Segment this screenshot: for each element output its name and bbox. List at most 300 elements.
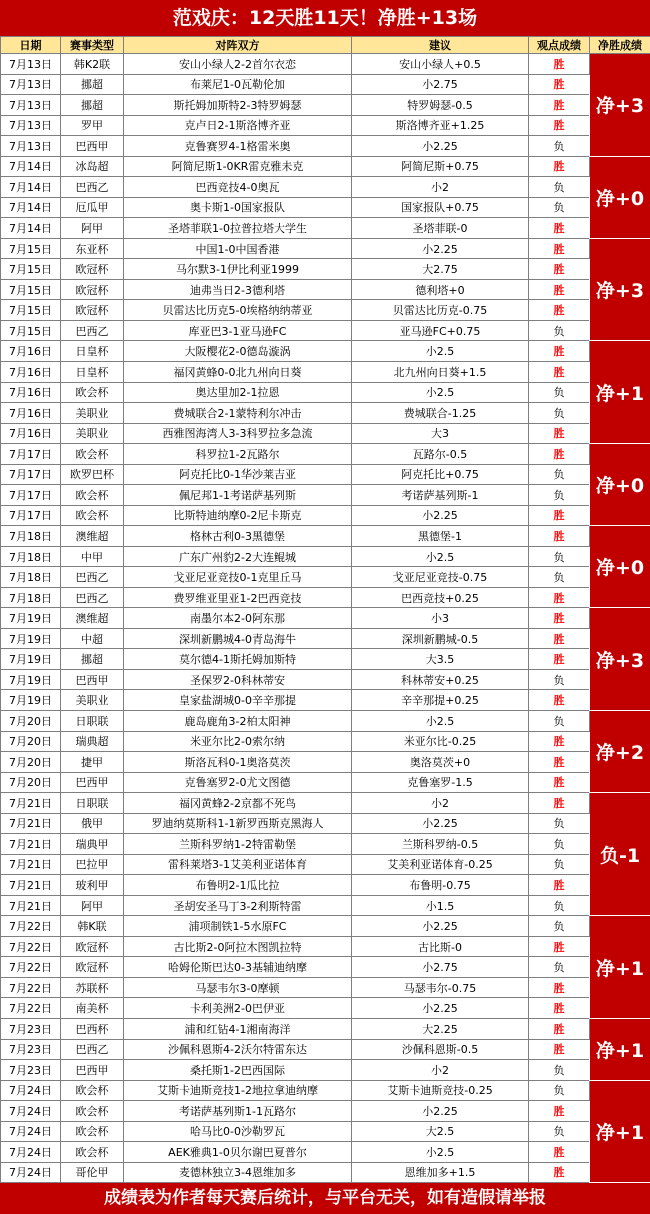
date-cell: 7月22日 — [1, 977, 61, 998]
league-cell: 玻利甲 — [61, 875, 124, 896]
result-cell: 胜 — [529, 361, 590, 382]
tip-cell: 小2.5 — [352, 341, 529, 362]
match-cell: 奥卡斯1-0国家报队 — [124, 197, 352, 218]
match-cell: 兰斯科罗纳1-2特雷勒堡 — [124, 834, 352, 855]
table-row — [1, 1039, 650, 1060]
date-cell: 7月21日 — [1, 875, 61, 896]
result-cell: 负 — [529, 813, 590, 834]
tip-cell: 圣塔菲联-0 — [352, 218, 529, 239]
date-cell: 7月17日 — [1, 485, 61, 506]
tip-cell: 瓦路尔-0.5 — [352, 444, 529, 465]
league-cell: 巴西甲 — [61, 136, 124, 157]
table-row — [1, 238, 650, 259]
match-cell: 迪弗当日2-3德利塔 — [124, 279, 352, 300]
date-cell: 7月19日 — [1, 669, 61, 690]
table-row — [1, 546, 650, 567]
table-row — [1, 526, 650, 547]
match-cell: 费罗维亚里亚1-2巴西竞技 — [124, 587, 352, 608]
date-cell: 7月22日 — [1, 916, 61, 937]
league-cell: 澳维超 — [61, 526, 124, 547]
result-cell: 胜 — [529, 977, 590, 998]
tip-cell: 德利塔+0 — [352, 279, 529, 300]
match-cell: 马尔默3-1伊比利亚1999 — [124, 259, 352, 280]
table-row — [1, 54, 650, 75]
table-row — [1, 875, 650, 896]
league-cell: 欧会杯 — [61, 444, 124, 465]
date-cell: 7月17日 — [1, 464, 61, 485]
league-cell: 美职业 — [61, 423, 124, 444]
match-cell: 桑托斯1-2巴西国际 — [124, 1060, 352, 1081]
league-cell: 巴西乙 — [61, 567, 124, 588]
table-row — [1, 177, 650, 198]
table-row — [1, 1121, 650, 1142]
date-cell: 7月24日 — [1, 1101, 61, 1122]
result-cell: 胜 — [529, 587, 590, 608]
league-cell: 韩K2联 — [61, 54, 124, 75]
column-header-match: 对阵双方 — [124, 37, 352, 54]
match-cell: 巴西竞技4-0奥瓦 — [124, 177, 352, 198]
column-header-result: 观点成绩 — [529, 37, 590, 54]
match-cell: 哈姆伦斯巴达0-3基辅迪纳摩 — [124, 957, 352, 978]
match-cell: 福冈黄蜂2-2京都不死鸟 — [124, 793, 352, 814]
table-row — [1, 279, 650, 300]
result-cell: 胜 — [529, 875, 590, 896]
date-cell: 7月17日 — [1, 505, 61, 526]
league-cell: 巴拉甲 — [61, 854, 124, 875]
match-cell: 古比斯2-0阿拉木图凯拉特 — [124, 936, 352, 957]
date-cell: 7月13日 — [1, 115, 61, 136]
tip-cell: 小2.25 — [352, 238, 529, 259]
result-cell: 胜 — [529, 1101, 590, 1122]
league-cell: 日职联 — [61, 793, 124, 814]
match-cell: 阿克托比0-1华沙莱吉亚 — [124, 464, 352, 485]
date-cell: 7月18日 — [1, 546, 61, 567]
league-cell: 巴西杯 — [61, 1018, 124, 1039]
result-cell: 胜 — [529, 690, 590, 711]
date-cell: 7月23日 — [1, 1018, 61, 1039]
tip-cell: 小2.5 — [352, 1142, 529, 1163]
net-result-cell: 净+1 — [590, 341, 650, 444]
tip-cell: 小2.5 — [352, 546, 529, 567]
table-row — [1, 669, 650, 690]
table-row — [1, 505, 650, 526]
league-cell: 瑞典超 — [61, 731, 124, 752]
tip-cell: 大2.75 — [352, 259, 529, 280]
table-row — [1, 793, 650, 814]
result-cell: 胜 — [529, 156, 590, 177]
result-cell: 胜 — [529, 74, 590, 95]
tip-cell: 考诺萨基列斯-1 — [352, 485, 529, 506]
league-cell: 欧会杯 — [61, 1080, 124, 1101]
tip-cell: 小2 — [352, 177, 529, 198]
match-cell: 布莱尼1-0瓦勒伦加 — [124, 74, 352, 95]
result-cell: 胜 — [529, 279, 590, 300]
tip-cell: 小2.25 — [352, 136, 529, 157]
tip-cell: 小2.25 — [352, 998, 529, 1019]
date-cell: 7月19日 — [1, 608, 61, 629]
date-cell: 7月18日 — [1, 567, 61, 588]
league-cell: 阿甲 — [61, 895, 124, 916]
table-row — [1, 895, 650, 916]
tip-cell: 国家报队+0.75 — [352, 197, 529, 218]
table-row — [1, 1060, 650, 1081]
tip-cell: 小2.75 — [352, 957, 529, 978]
match-cell: 斯洛瓦科0-1奥洛莫茨 — [124, 752, 352, 773]
table-row — [1, 485, 650, 506]
league-cell: 厄瓜甲 — [61, 197, 124, 218]
league-cell: 欧冠杯 — [61, 259, 124, 280]
tip-cell: 安山小绿人+0.5 — [352, 54, 529, 75]
result-cell: 胜 — [529, 1018, 590, 1039]
result-cell: 胜 — [529, 998, 590, 1019]
table-row — [1, 936, 650, 957]
date-cell: 7月21日 — [1, 813, 61, 834]
column-header-date: 日期 — [1, 37, 61, 54]
date-cell: 7月15日 — [1, 259, 61, 280]
match-cell: 深圳新鹏城4-0青岛海牛 — [124, 628, 352, 649]
match-cell: 哈马比0-0沙勒罗瓦 — [124, 1121, 352, 1142]
tip-cell: 小2.25 — [352, 916, 529, 937]
match-cell: 卡利美洲2-0巴伊亚 — [124, 998, 352, 1019]
table-row — [1, 300, 650, 321]
date-cell: 7月22日 — [1, 936, 61, 957]
tip-cell: 深圳新鹏城-0.5 — [352, 628, 529, 649]
result-cell: 负 — [529, 1080, 590, 1101]
table-row — [1, 361, 650, 382]
tip-cell: 奥洛莫茨+0 — [352, 752, 529, 773]
date-cell: 7月19日 — [1, 690, 61, 711]
result-cell: 负 — [529, 916, 590, 937]
table-row — [1, 115, 650, 136]
league-cell: 欧会杯 — [61, 1142, 124, 1163]
match-cell: 考诺萨基列斯1-1瓦路尔 — [124, 1101, 352, 1122]
match-cell: 沙佩科恩斯4-2沃尔特雷东达 — [124, 1039, 352, 1060]
table-row — [1, 403, 650, 424]
match-cell: AEK雅典1-0贝尔谢巴夏普尔 — [124, 1142, 352, 1163]
league-cell: 欧冠杯 — [61, 300, 124, 321]
result-cell: 胜 — [529, 772, 590, 793]
net-result-cell: 净+3 — [590, 238, 650, 341]
date-cell: 7月17日 — [1, 444, 61, 465]
table-row — [1, 1162, 650, 1183]
league-cell: 挪超 — [61, 74, 124, 95]
tip-cell: 小2.75 — [352, 74, 529, 95]
table-row — [1, 690, 650, 711]
date-cell: 7月19日 — [1, 628, 61, 649]
match-cell: 大阪樱花2-0德岛漩涡 — [124, 341, 352, 362]
table-row — [1, 772, 650, 793]
table-row — [1, 1142, 650, 1163]
league-cell: 美职业 — [61, 403, 124, 424]
tip-cell: 亚马逊FC+0.75 — [352, 320, 529, 341]
result-cell: 负 — [529, 957, 590, 978]
result-cell: 胜 — [529, 608, 590, 629]
tip-cell: 小3 — [352, 608, 529, 629]
league-cell: 瑞典甲 — [61, 834, 124, 855]
match-cell: 皇家盐湖城0-0辛辛那提 — [124, 690, 352, 711]
result-cell: 胜 — [529, 505, 590, 526]
league-cell: 欧冠杯 — [61, 957, 124, 978]
tip-cell: 巴西竞技+0.25 — [352, 587, 529, 608]
date-cell: 7月14日 — [1, 156, 61, 177]
match-cell: 佩尼邦1-1考诺萨基列斯 — [124, 485, 352, 506]
net-result-cell: 净+1 — [590, 1080, 650, 1183]
date-cell: 7月16日 — [1, 403, 61, 424]
net-result-cell: 净+0 — [590, 156, 650, 238]
net-result-cell: 净+0 — [590, 526, 650, 608]
date-cell: 7月15日 — [1, 238, 61, 259]
date-cell: 7月24日 — [1, 1162, 61, 1183]
league-cell: 美职业 — [61, 690, 124, 711]
table-row — [1, 444, 650, 465]
date-cell: 7月19日 — [1, 649, 61, 670]
league-cell: 欧冠杯 — [61, 279, 124, 300]
tip-cell: 大3.5 — [352, 649, 529, 670]
table-row — [1, 259, 650, 280]
date-cell: 7月24日 — [1, 1121, 61, 1142]
table-row — [1, 711, 650, 732]
match-cell: 圣保罗2-0科林蒂安 — [124, 669, 352, 690]
match-cell: 马瑟韦尔3-0摩顿 — [124, 977, 352, 998]
match-cell: 克鲁塞罗2-0尤文图德 — [124, 772, 352, 793]
net-result-cell: 净+3 — [590, 54, 650, 157]
league-cell: 欧会杯 — [61, 485, 124, 506]
table-row — [1, 813, 650, 834]
result-cell: 胜 — [529, 238, 590, 259]
tip-cell: 小2.25 — [352, 1101, 529, 1122]
table-row — [1, 957, 650, 978]
tip-cell: 小2.5 — [352, 382, 529, 403]
table-row — [1, 1080, 650, 1101]
tip-cell: 阿简尼斯+0.75 — [352, 156, 529, 177]
tip-cell: 贝雷达比历克-0.75 — [352, 300, 529, 321]
table-row — [1, 382, 650, 403]
date-cell: 7月15日 — [1, 279, 61, 300]
table-row — [1, 567, 650, 588]
league-cell: 巴西乙 — [61, 1039, 124, 1060]
table-row — [1, 916, 650, 937]
tip-cell: 费城联合-1.25 — [352, 403, 529, 424]
match-cell: 圣塔菲联1-0拉普拉塔大学生 — [124, 218, 352, 239]
result-cell: 胜 — [529, 526, 590, 547]
result-cell: 负 — [529, 382, 590, 403]
table-body — [1, 54, 650, 1183]
tip-cell: 布鲁明-0.75 — [352, 875, 529, 896]
result-cell: 胜 — [529, 444, 590, 465]
date-cell: 7月13日 — [1, 74, 61, 95]
match-cell: 克卢日2-1斯洛博齐亚 — [124, 115, 352, 136]
match-cell: 鹿岛鹿角3-2柏太阳神 — [124, 711, 352, 732]
tip-cell: 小1.5 — [352, 895, 529, 916]
table-row — [1, 464, 650, 485]
league-cell: 巴西乙 — [61, 587, 124, 608]
tip-cell: 米亚尔比-0.25 — [352, 731, 529, 752]
tip-cell: 小2 — [352, 1060, 529, 1081]
table-row — [1, 341, 650, 362]
result-cell: 负 — [529, 403, 590, 424]
result-cell: 胜 — [529, 752, 590, 773]
date-cell: 7月24日 — [1, 1080, 61, 1101]
league-cell: 韩K联 — [61, 916, 124, 937]
date-cell: 7月18日 — [1, 526, 61, 547]
result-cell: 胜 — [529, 1162, 590, 1183]
table-row — [1, 320, 650, 341]
league-cell: 东亚杯 — [61, 238, 124, 259]
match-cell: 费城联合2-1蒙特利尔冲击 — [124, 403, 352, 424]
tip-cell: 小2.25 — [352, 813, 529, 834]
league-cell: 罗甲 — [61, 115, 124, 136]
match-cell: 阿简尼斯1-0KR雷克雅未克 — [124, 156, 352, 177]
match-cell: 艾斯卡迪斯竞技1-2地拉拿迪纳摩 — [124, 1080, 352, 1101]
match-cell: 浦和红钻4-1湘南海洋 — [124, 1018, 352, 1039]
tip-cell: 大3 — [352, 423, 529, 444]
match-cell: 南墨尔本2-0阿东那 — [124, 608, 352, 629]
table-row — [1, 608, 650, 629]
date-cell: 7月15日 — [1, 300, 61, 321]
date-cell: 7月16日 — [1, 341, 61, 362]
league-cell: 冰岛超 — [61, 156, 124, 177]
net-result-cell: 净+3 — [590, 608, 650, 711]
tip-cell: 黑德堡-1 — [352, 526, 529, 547]
date-cell: 7月18日 — [1, 587, 61, 608]
tip-cell: 戈亚尼亚竞技-0.75 — [352, 567, 529, 588]
net-result-cell: 净+1 — [590, 1018, 650, 1080]
result-cell: 负 — [529, 834, 590, 855]
tip-cell: 小2 — [352, 793, 529, 814]
table-row — [1, 752, 650, 773]
tip-cell: 小2.25 — [352, 505, 529, 526]
table-row — [1, 197, 650, 218]
result-cell: 负 — [529, 197, 590, 218]
tip-cell: 沙佩科恩斯-0.5 — [352, 1039, 529, 1060]
date-cell: 7月15日 — [1, 320, 61, 341]
tip-cell: 小2.5 — [352, 711, 529, 732]
league-cell: 南美杯 — [61, 998, 124, 1019]
table-row — [1, 977, 650, 998]
date-cell: 7月21日 — [1, 793, 61, 814]
result-cell: 负 — [529, 546, 590, 567]
date-cell: 7月21日 — [1, 834, 61, 855]
date-cell: 7月13日 — [1, 54, 61, 75]
result-cell: 胜 — [529, 218, 590, 239]
league-cell: 巴西甲 — [61, 1060, 124, 1081]
league-cell: 中超 — [61, 628, 124, 649]
tip-cell: 马瑟韦尔-0.75 — [352, 977, 529, 998]
net-result-cell: 净+1 — [590, 916, 650, 1019]
result-cell: 胜 — [529, 300, 590, 321]
tip-cell: 北九州向日葵+1.5 — [352, 361, 529, 382]
league-cell: 澳维超 — [61, 608, 124, 629]
match-cell: 比斯特迪纳摩0-2尼卡斯克 — [124, 505, 352, 526]
date-cell: 7月16日 — [1, 423, 61, 444]
result-cell: 胜 — [529, 54, 590, 75]
league-cell: 巴西乙 — [61, 320, 124, 341]
tip-cell: 古比斯-0 — [352, 936, 529, 957]
match-cell: 莫尔德4-1斯托姆加斯特 — [124, 649, 352, 670]
tip-cell: 克鲁塞罗-1.5 — [352, 772, 529, 793]
tip-cell: 艾美利亚诺体育-0.25 — [352, 854, 529, 875]
match-cell: 奥达里加2-1拉恩 — [124, 382, 352, 403]
result-cell: 负 — [529, 464, 590, 485]
result-cell: 胜 — [529, 95, 590, 116]
league-cell: 欧冠杯 — [61, 936, 124, 957]
results-table — [0, 36, 650, 1183]
table-row — [1, 1018, 650, 1039]
date-cell: 7月13日 — [1, 136, 61, 157]
result-cell: 负 — [529, 567, 590, 588]
date-cell: 7月21日 — [1, 895, 61, 916]
match-cell: 库亚巴3-1亚马逊FC — [124, 320, 352, 341]
table-row — [1, 423, 650, 444]
league-cell: 欧会杯 — [61, 1101, 124, 1122]
result-cell: 负 — [529, 485, 590, 506]
table-row — [1, 156, 650, 177]
date-cell: 7月13日 — [1, 95, 61, 116]
match-cell: 麦德林独立3-4恩维加多 — [124, 1162, 352, 1183]
result-cell: 负 — [529, 669, 590, 690]
league-cell: 挪超 — [61, 649, 124, 670]
table-row — [1, 74, 650, 95]
match-cell: 广东广州豹2-2大连鲲城 — [124, 546, 352, 567]
match-cell: 圣胡安圣马丁3-2利斯特雷 — [124, 895, 352, 916]
table-row — [1, 218, 650, 239]
page-title: 范戏庆：12天胜11天！净胜+13场 — [0, 0, 650, 36]
result-cell: 胜 — [529, 259, 590, 280]
date-cell: 7月24日 — [1, 1142, 61, 1163]
league-cell: 日皇杯 — [61, 341, 124, 362]
tip-cell: 科林蒂安+0.25 — [352, 669, 529, 690]
table-row — [1, 731, 650, 752]
column-header-net: 净胜成绩 — [590, 37, 650, 54]
table-row — [1, 834, 650, 855]
match-cell: 戈亚尼亚竞技0-1克里丘马 — [124, 567, 352, 588]
tip-cell: 阿克托比+0.75 — [352, 464, 529, 485]
result-cell: 胜 — [529, 793, 590, 814]
match-cell: 中国1-0中国香港 — [124, 238, 352, 259]
tip-cell: 特罗姆瑟-0.5 — [352, 95, 529, 116]
date-cell: 7月20日 — [1, 752, 61, 773]
league-cell: 欧会杯 — [61, 505, 124, 526]
match-cell: 福冈黄蜂0-0北九州向日葵 — [124, 361, 352, 382]
league-cell: 苏联杯 — [61, 977, 124, 998]
date-cell: 7月14日 — [1, 218, 61, 239]
date-cell: 7月20日 — [1, 772, 61, 793]
result-cell: 负 — [529, 320, 590, 341]
net-result-cell: 净+2 — [590, 711, 650, 793]
result-cell: 胜 — [529, 115, 590, 136]
match-cell: 克鲁赛罗4-1格雷米奥 — [124, 136, 352, 157]
result-cell: 胜 — [529, 936, 590, 957]
date-cell: 7月23日 — [1, 1060, 61, 1081]
match-cell: 米亚尔比2-0索尔纳 — [124, 731, 352, 752]
match-cell: 浦项制铁1-5水原FC — [124, 916, 352, 937]
league-cell: 巴西乙 — [61, 177, 124, 198]
result-cell: 胜 — [529, 628, 590, 649]
table-row — [1, 95, 650, 116]
match-cell: 罗迪纳莫斯科1-1新罗西斯克黑海人 — [124, 813, 352, 834]
match-cell: 格林古利0-3黑德堡 — [124, 526, 352, 547]
match-cell: 科罗拉1-2瓦路尔 — [124, 444, 352, 465]
result-cell: 负 — [529, 895, 590, 916]
table-row — [1, 1101, 650, 1122]
match-cell: 贝雷达比历克5-0埃格纳纳蒂亚 — [124, 300, 352, 321]
table-row — [1, 628, 650, 649]
column-header-league: 赛事类型 — [61, 37, 124, 54]
result-cell: 胜 — [529, 1039, 590, 1060]
tip-cell: 大2.25 — [352, 1018, 529, 1039]
league-cell: 巴西甲 — [61, 772, 124, 793]
table-row — [1, 136, 650, 157]
